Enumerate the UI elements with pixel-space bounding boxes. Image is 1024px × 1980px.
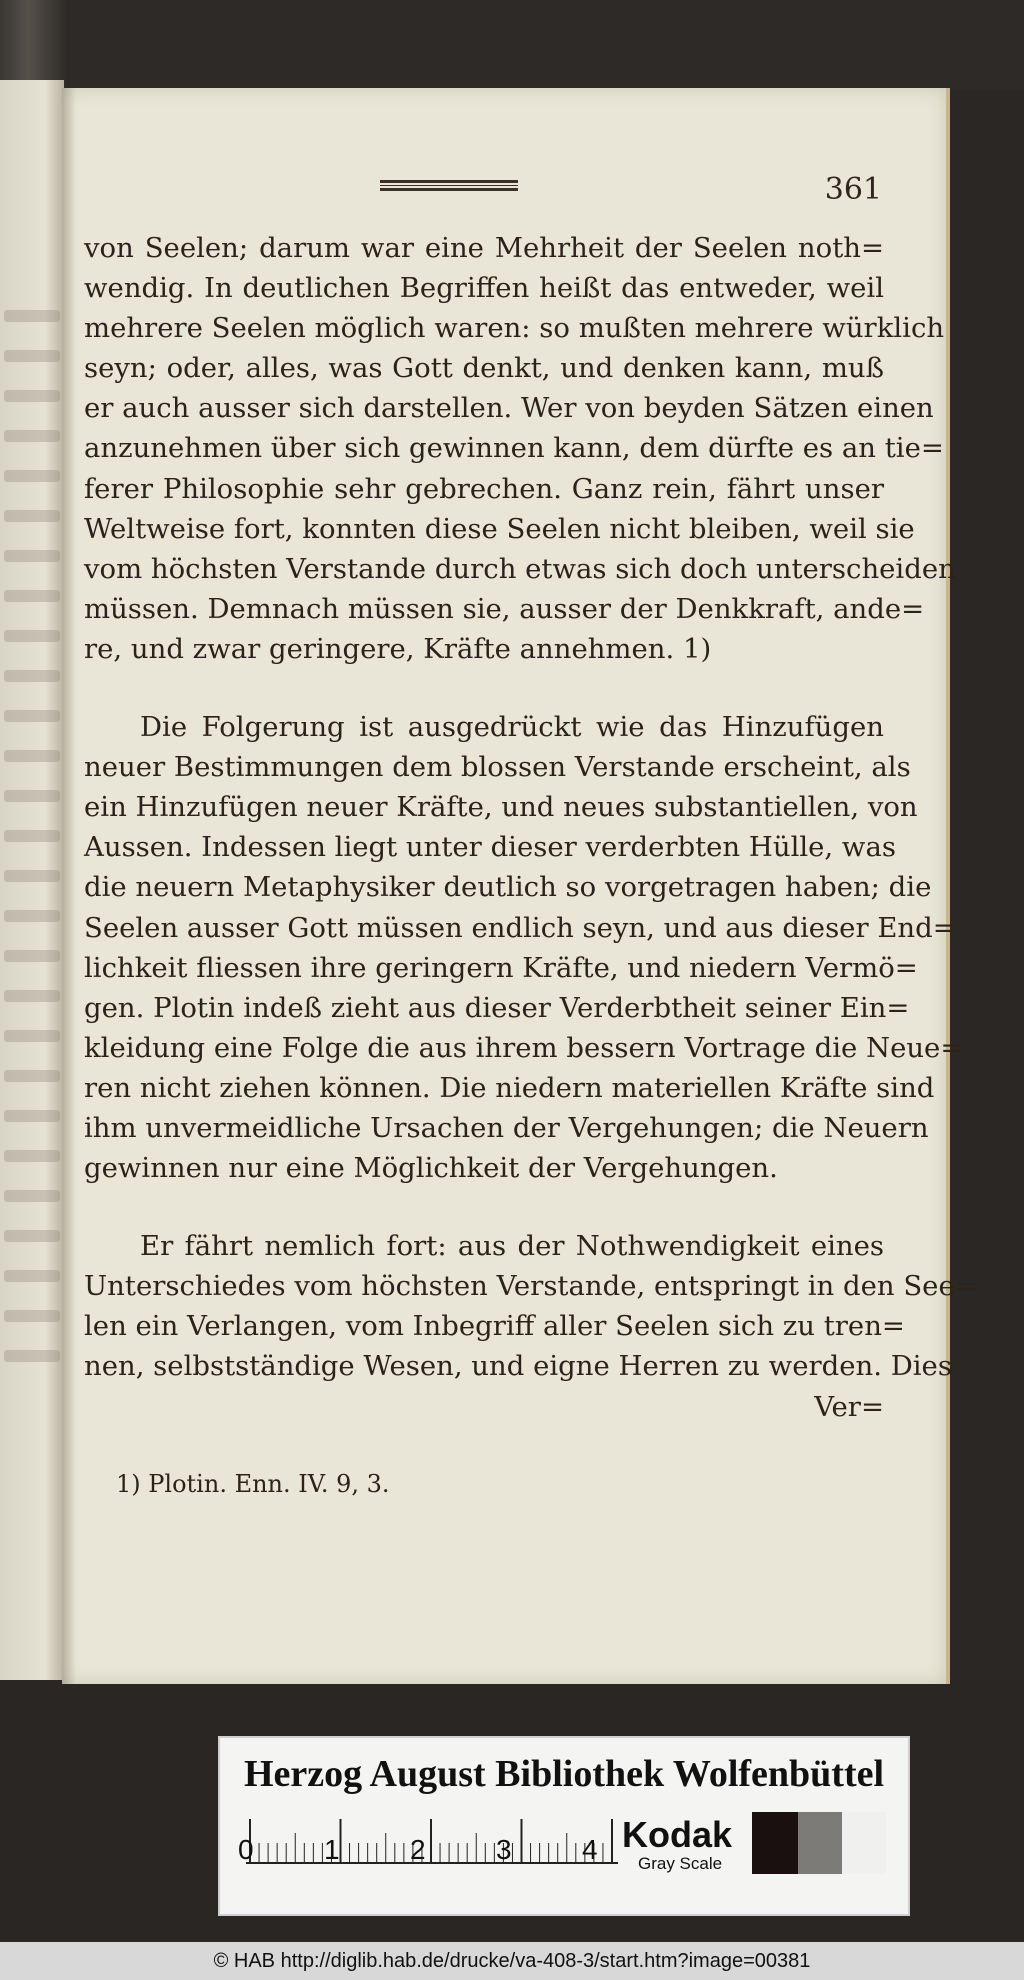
catchword: Ver= bbox=[814, 1390, 884, 1423]
kodak-logo-text: Kodak bbox=[622, 1814, 733, 1855]
gray-scale-patch-gray bbox=[798, 1812, 842, 1874]
ruler-number: 0 bbox=[238, 1834, 254, 1865]
book-page bbox=[62, 88, 978, 1684]
text-line: seyn; oder, alles, was Gott denkt, und denken kann, muß bbox=[84, 352, 884, 385]
text-line: ihm unvermeidliche Ursachen der Vergehungen; die Neuern bbox=[84, 1111, 929, 1144]
text-line: gen. Plotin indeß zieht aus dieser Verderbtheit seiner Ein= bbox=[84, 991, 910, 1024]
text-line: er auch ausser sich darstellen. Wer von beyden Sätzen einen bbox=[84, 392, 934, 425]
gray-scale-patch-black bbox=[752, 1812, 798, 1874]
scan-background-top bbox=[0, 0, 1024, 90]
footnote: 1) Plotin. Enn. IV. 9, 3. bbox=[116, 1470, 390, 1498]
text-line: ferer Philosophie sehr gebrechen. Ganz rein, fährt unser bbox=[84, 472, 884, 505]
text-line: die neuern Metaphysiker deutlich so vorgetragen haben; die bbox=[84, 871, 932, 904]
text-line: nen, selbstständige Wesen, und eigne Herren zu werden. Dies bbox=[84, 1350, 952, 1383]
text-line: Er fährt nemlich fort: aus der Nothwendigkeit eines bbox=[140, 1230, 884, 1263]
text-line: len ein Verlangen, vom Inbegriff aller Seelen sich zu tren= bbox=[84, 1310, 905, 1343]
gray-scale-label: Gray Scale bbox=[638, 1854, 723, 1873]
page-gutter-shadow bbox=[62, 88, 76, 1684]
library-name: Herzog August Bibliothek Wolfenbüttel bbox=[243, 1753, 885, 1795]
text-line: anzunehmen über sich gewinnen kann, dem dürfte es an tie= bbox=[84, 432, 944, 465]
text-line: wendig. In deutlichen Begriffen heißt das entweder, weil bbox=[84, 272, 884, 305]
text-line: lichkeit fliessen ihre geringern Kräfte, und niedern Vermö= bbox=[84, 951, 918, 984]
body-text bbox=[84, 228, 978, 1427]
previous-page-text-fragments bbox=[4, 310, 60, 1410]
paragraph-1 bbox=[84, 228, 956, 669]
footer-bar bbox=[0, 1942, 1024, 1980]
text-line: von Seelen; darum war eine Mehrheit der Seelen noth= bbox=[84, 232, 884, 264]
paragraph-2 bbox=[84, 707, 964, 1188]
ruler-number: 4 bbox=[582, 1834, 598, 1865]
text-line: ein Hinzufügen neuer Kräfte, und neues substantiellen, von bbox=[84, 791, 918, 824]
ruler-number: 2 bbox=[410, 1834, 426, 1865]
text-line: Die Folgerung ist ausgedrückt wie das Hinzufügen bbox=[140, 711, 884, 744]
paragraph-3 bbox=[84, 1226, 978, 1386]
gray-scale-patch-white bbox=[842, 1812, 886, 1874]
text-line: kleidung eine Folge die aus ihrem bessern Vortrage die Neue= bbox=[84, 1031, 964, 1064]
text-line: Seelen ausser Gott müssen endlich seyn, und aus dieser End= bbox=[84, 911, 956, 944]
text-line: vom höchsten Verstande durch etwas sich doch unterscheiden bbox=[84, 552, 956, 585]
text-line: gewinnen nur eine Möglichkeit der Vergehungen. bbox=[84, 1152, 778, 1185]
text-line: ren nicht ziehen können. Die niedern materiellen Kräfte sind bbox=[84, 1071, 935, 1104]
text-line: Unterschiedes vom höchsten Verstande, entspringt in den See= bbox=[84, 1270, 978, 1303]
copyright-text: © HAB bbox=[213, 1950, 276, 1972]
page-number: 361 bbox=[824, 172, 882, 207]
text-line: Aussen. Indessen liegt unter dieser verderbten Hülle, was bbox=[84, 831, 896, 864]
color-calibration-card bbox=[218, 1736, 910, 1916]
text-line: mehrere Seelen möglich waren: so mußten mehrere würklich bbox=[84, 312, 945, 345]
text-line: Weltweise fort, konnten diese Seelen nicht bleiben, weil sie bbox=[84, 512, 915, 545]
header-ornament-rule bbox=[380, 180, 518, 194]
ruler-number: 3 bbox=[496, 1834, 512, 1865]
text-line: neuer Bestimmungen dem blossen Verstande erscheint, als bbox=[84, 751, 911, 784]
previous-page-edge bbox=[0, 80, 64, 1680]
ruler-number: 1 bbox=[324, 1834, 340, 1865]
source-url-link[interactable]: http://diglib.hab.de/drucke/va-408-3/start.htm?image=00381 bbox=[280, 1950, 811, 1972]
ruler-numbers bbox=[220, 1834, 620, 1874]
text-line: müssen. Demnach müssen sie, ausser der Denkkraft, ande= bbox=[84, 592, 925, 625]
text-line: re, und zwar geringere, Kräfte annehmen. 1) bbox=[84, 632, 712, 665]
